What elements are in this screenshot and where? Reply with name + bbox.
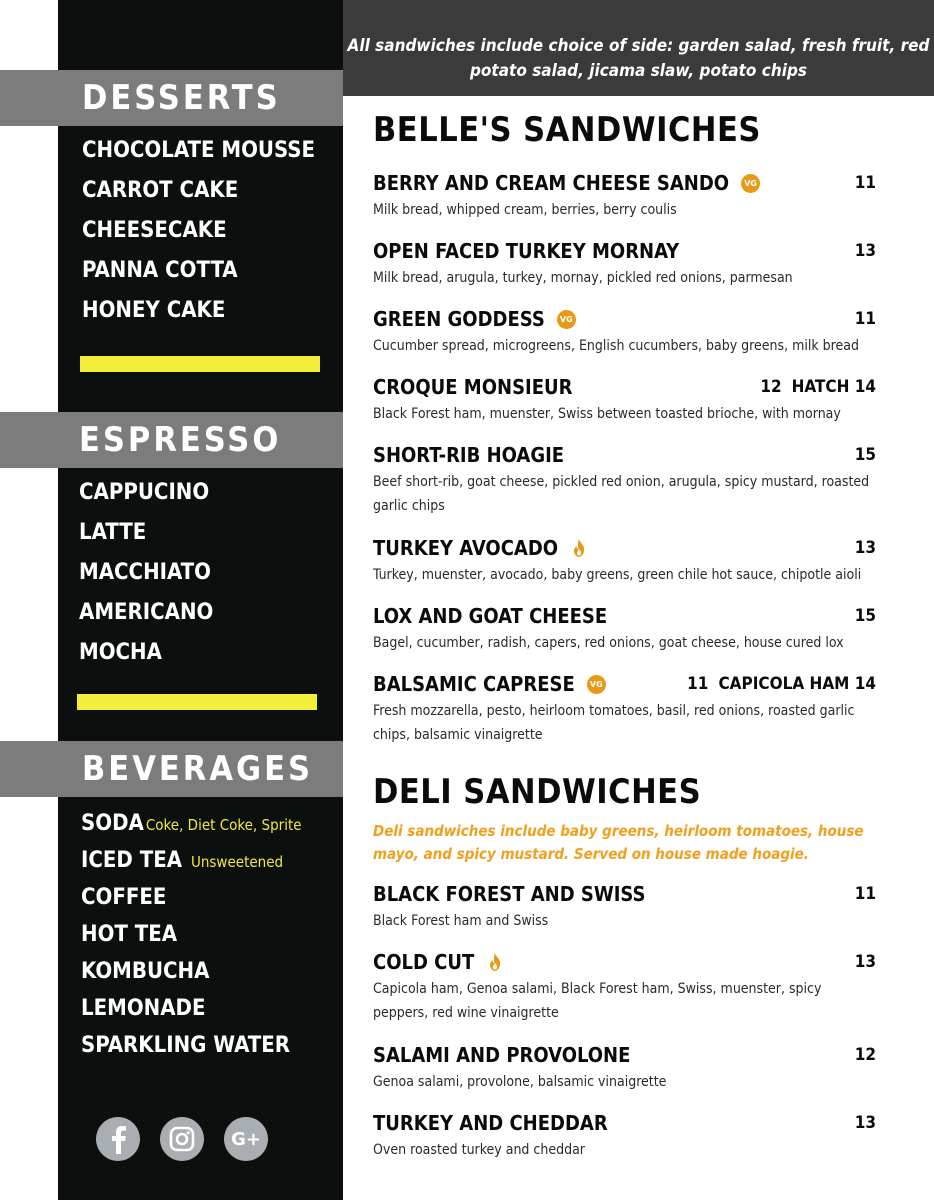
list-item xyxy=(81,805,302,842)
vegetarian-icon: VG xyxy=(587,675,606,694)
beverage-note: Unsweetened xyxy=(190,853,284,871)
menu-item xyxy=(373,306,876,358)
item-name: TURKEY AVOCADO xyxy=(373,536,559,560)
menu-item xyxy=(373,949,876,1025)
espresso-list xyxy=(79,473,213,673)
item-price: 15 xyxy=(854,445,876,465)
menu-item xyxy=(373,1110,876,1162)
list-item: AMERICANO xyxy=(79,600,214,625)
item-price: 12 xyxy=(854,1045,876,1065)
list-item xyxy=(81,990,302,1027)
item-price: 15 xyxy=(854,606,876,626)
item-description: Turkey, muenster, avocado, baby greens, green chile hot sauce, chipotle aioli xyxy=(373,567,862,583)
item-price: 13 xyxy=(854,952,876,972)
list-item: LATTE xyxy=(79,520,147,545)
item-price: 13 xyxy=(854,1113,876,1133)
item-description: Bagel, cucumber, radish, capers, red onions, goat cheese, house cured lox xyxy=(373,635,844,651)
item-description: Milk bread, whipped cream, berries, berry coulis xyxy=(373,202,677,218)
list-item xyxy=(81,953,302,990)
beverage-name: LEMONADE xyxy=(81,996,206,1021)
list-item: MOCHA xyxy=(79,640,162,665)
menu-item xyxy=(373,881,876,933)
item-name: COLD CUT xyxy=(373,950,475,974)
yellow-divider xyxy=(77,694,317,710)
deli-title: DELI SANDWICHES xyxy=(373,772,702,812)
item-price: 11 xyxy=(854,173,876,193)
item-name: BERRY AND CREAM CHEESE SANDO xyxy=(373,171,730,195)
sides-note: All sandwiches include choice of side: garden salad, fresh fruit, red potato salad, jicama slaw, potato chips xyxy=(347,36,930,81)
facebook-icon[interactable] xyxy=(96,1117,140,1161)
vegetarian-icon: VG xyxy=(741,174,760,193)
item-description: Beef short-rib, goat cheese, pickled red onion, arugula, spicy mustard, roasted garlic chips xyxy=(373,474,870,514)
list-item: MACCHIATO xyxy=(79,560,211,585)
menu-item xyxy=(373,535,876,587)
item-name: BLACK FOREST AND SWISS xyxy=(373,882,646,906)
menu-item xyxy=(373,238,876,290)
yellow-divider xyxy=(80,356,320,372)
beverages-list xyxy=(81,805,302,1064)
google-plus-label: G+ xyxy=(231,1128,261,1150)
list-item xyxy=(81,1027,302,1064)
item-description: Black Forest ham, muenster, Swiss between toasted brioche, with mornay xyxy=(373,406,841,422)
menu-item xyxy=(373,1042,876,1094)
item-description: Oven roasted turkey and cheddar xyxy=(373,1142,585,1158)
list-item: CHEESECAKE xyxy=(82,218,227,243)
google-plus-icon[interactable] xyxy=(224,1117,268,1161)
list-item: CAPPUCINO xyxy=(79,480,210,505)
item-name: SALAMI AND PROVOLONE xyxy=(373,1043,631,1067)
spicy-flame-icon xyxy=(488,952,502,972)
item-price: 13 xyxy=(854,538,876,558)
list-item: CARROT CAKE xyxy=(82,178,239,203)
item-description: Fresh mozzarella, pesto, heirloom tomatoes, basil, red onions, roasted garlic chips, balsamic vinaigrette xyxy=(373,703,855,743)
item-description: Black Forest ham and Swiss xyxy=(373,913,549,929)
menu-item xyxy=(373,671,876,747)
item-name: OPEN FACED TURKEY MORNAY xyxy=(373,239,680,263)
item-name: CROQUE MONSIEUR xyxy=(373,375,573,399)
item-name: LOX AND GOAT CHEESE xyxy=(373,604,608,628)
list-item xyxy=(81,916,302,953)
item-price: 11 xyxy=(854,884,876,904)
item-description: Genoa salami, provolone, balsamic vinaigrette xyxy=(373,1074,667,1090)
item-description: Milk bread, arugula, turkey, mornay, pickled red onions, parmesan xyxy=(373,270,793,286)
price-option: HATCH 14 xyxy=(791,377,876,397)
price-option: CAPICOLA HAM 14 xyxy=(718,674,876,694)
menu-item xyxy=(373,603,876,655)
desserts-title: DESSERTS xyxy=(82,78,281,118)
deli-note: Deli sandwiches include baby greens, heirloom tomatoes, house mayo, and spicy mustard. Served on house made hoagie. xyxy=(373,822,864,863)
beverage-name: HOT TEA xyxy=(81,922,178,947)
header-bar xyxy=(343,0,934,96)
spicy-flame-icon xyxy=(572,538,586,558)
item-name: SHORT-RIB HOAGIE xyxy=(373,443,565,467)
vegetarian-icon: VG xyxy=(557,310,576,329)
desserts-list xyxy=(82,131,315,331)
beverage-name: COFFEE xyxy=(81,885,167,910)
beverage-note: Coke, Diet Coke, Sprite xyxy=(145,816,302,834)
menu-item xyxy=(373,374,876,426)
list-item xyxy=(81,842,302,879)
menu-item xyxy=(373,442,876,518)
list-item: CHOCOLATE MOUSSE xyxy=(82,138,316,163)
item-price: 12 HATCH 14 xyxy=(760,377,876,397)
beverage-name: SODA xyxy=(81,811,144,836)
list-item xyxy=(81,879,302,916)
instagram-icon[interactable] xyxy=(160,1117,204,1161)
item-name: BALSAMIC CAPRESE xyxy=(373,672,575,696)
list-item: PANNA COTTA xyxy=(82,258,238,283)
item-name: GREEN GODDESS xyxy=(373,307,545,331)
item-price: 11 xyxy=(854,309,876,329)
beverages-title: BEVERAGES xyxy=(82,749,314,789)
beverage-name: KOMBUCHA xyxy=(81,959,210,984)
list-item: HONEY CAKE xyxy=(82,298,226,323)
espresso-title: ESPRESSO xyxy=(79,420,282,460)
beverage-name: ICED TEA xyxy=(81,848,183,873)
belles-title: BELLE'S SANDWICHES xyxy=(373,110,761,150)
item-description: Capicola ham, Genoa salami, Black Forest ham, Swiss, muenster, spicy peppers, red wine vinaigrette xyxy=(373,981,822,1021)
item-description: Cucumber spread, microgreens, English cucumbers, baby greens, milk bread xyxy=(373,338,859,354)
beverage-name: SPARKLING WATER xyxy=(81,1033,291,1058)
item-price: 11 CAPICOLA HAM 14 xyxy=(687,674,876,694)
menu-item xyxy=(373,170,876,222)
item-price: 13 xyxy=(854,241,876,261)
item-name: TURKEY AND CHEDDAR xyxy=(373,1111,608,1135)
